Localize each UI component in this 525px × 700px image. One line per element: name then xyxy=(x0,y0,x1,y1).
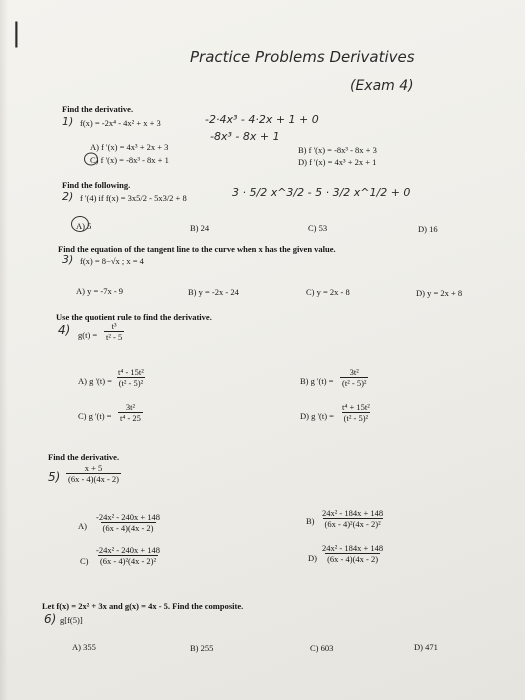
p1-function: f(x) = -2x⁴ - 4x² + x + 3 xyxy=(80,118,161,128)
p5-choice-d-fraction xyxy=(320,543,385,564)
p3-instruction: Find the equation of the tangent line to the curve when x has the given value. xyxy=(58,244,336,254)
p5-func-den: (6x - 4)(4x - 2) xyxy=(68,474,119,484)
p1-choice-d: D) f '(x) = 4x³ + 2x + 1 xyxy=(298,157,377,167)
p5-choice-c-fraction xyxy=(94,545,162,566)
p5-choice-d-label: D) xyxy=(308,553,317,563)
p3-function: f(x) = 8−√x ; x = 4 xyxy=(80,256,144,266)
p5-choice-a-fraction xyxy=(94,512,162,533)
p4-choice-a-fraction xyxy=(116,367,146,388)
p5-func-fraction xyxy=(66,463,121,484)
p2-work: 3 · 5/2 x^3/2 - 5 · 3/2 x^1/2 + 0 xyxy=(232,186,411,199)
p5-choice-a-num: -24x² - 240x + 148 xyxy=(96,512,161,522)
p6-number: 6) xyxy=(44,612,57,626)
p4-choice-a-label: A) g '(t) = xyxy=(78,376,112,386)
p5-choice-d-num: 24x² - 184x + 148 xyxy=(322,543,384,553)
p4-choice-d-label: D) g '(t) = xyxy=(300,411,334,421)
p4-choice-b-fraction xyxy=(340,367,368,388)
p5-choice-b-label: B) xyxy=(306,516,315,526)
p5-choice-c-label: C) xyxy=(80,556,89,566)
p5-choice-a-den: (6x - 4)(4x - 2) xyxy=(102,523,154,533)
p4-choice-c-fraction xyxy=(118,402,143,423)
p2-instruction: Find the following. xyxy=(62,180,131,190)
p2-number: 2) xyxy=(62,190,74,203)
p6-choice-c: C) 603 xyxy=(310,643,334,653)
p1-choice-c: C) f '(x) = -8x³ - 8x + 1 xyxy=(90,155,169,165)
p2-function: f '(4) if f(x) = 3x5/2 - 5x3/2 + 8 xyxy=(80,193,187,203)
p3-choice-b: B) y = -2x - 24 xyxy=(188,287,239,297)
p5-choice-d-den: (6x - 4)(4x - 2) xyxy=(327,554,379,564)
p3-choice-c: C) y = 2x - 8 xyxy=(306,287,350,297)
p1-number: 1) xyxy=(62,115,74,128)
p3-number: 3) xyxy=(62,253,74,266)
p4-choice-c-label: C) g '(t) = xyxy=(78,411,112,421)
p5-choice-b-fraction xyxy=(320,508,385,529)
p6-choice-b: B) 255 xyxy=(190,643,214,653)
page-heading: Practice Problems Derivatives xyxy=(190,48,415,66)
p6-instruction: Let f(x) = 2x² + 3x and g(x) = 4x - 5. Find the composite. xyxy=(42,601,244,611)
p5-choice-a-label: A) xyxy=(78,521,87,531)
p5-instruction: Find the derivative. xyxy=(48,452,120,462)
p4-choice-d-num: t⁴ + 15t² xyxy=(342,402,370,412)
p1-work-line1: -2·4x³ - 4·2x + 1 + 0 xyxy=(205,113,319,126)
p2-choice-c: C) 53 xyxy=(308,223,328,233)
p3-choice-d: D) y = 2x + 8 xyxy=(416,288,463,298)
p4-func-fraction xyxy=(104,321,124,342)
p4-choice-d-den: (t² - 5)² xyxy=(343,413,369,423)
p1-answer-circle xyxy=(83,151,99,167)
p4-func-lhs: g(t) = xyxy=(78,330,98,340)
p4-choice-c-den: t⁴ - 25 xyxy=(120,413,141,423)
p4-choice-c-num: 3t² xyxy=(125,402,136,412)
p1-instruction: Find the derivative. xyxy=(62,104,134,114)
p4-number: 4) xyxy=(58,323,71,337)
p1-choice-a: A) f '(x) = 4x³ + 2x + 3 xyxy=(90,142,169,152)
page-shadow xyxy=(0,0,8,700)
p5-func-num: x + 5 xyxy=(84,463,103,473)
p6-function: g[f(5)] xyxy=(60,615,83,625)
p2-choice-b: B) 24 xyxy=(190,223,210,233)
p1-choice-b: B) f '(x) = -8x³ - 8x + 3 xyxy=(298,145,377,155)
p4-choice-b-label: B) g '(t) = xyxy=(300,376,334,386)
p6-choice-d: D) 471 xyxy=(414,642,438,652)
page-subheading: (Exam 4) xyxy=(350,78,414,94)
p4-choice-a-den: (t² - 5)² xyxy=(118,378,144,388)
p2-choice-d: D) 16 xyxy=(418,224,438,234)
p5-choice-c-num: -24x² - 240x + 148 xyxy=(96,545,161,555)
p2-choice-a: A) 5 xyxy=(76,221,92,231)
p4-func-num: t³ xyxy=(111,321,117,331)
p4-func-den: t² - 5 xyxy=(106,332,123,342)
p4-choice-d-fraction xyxy=(340,402,372,423)
p5-choice-b-den: (6x - 4)²(4x - 2)² xyxy=(324,519,381,529)
p2-answer-circle xyxy=(70,215,90,233)
p1-work-line2: -8x³ - 8x + 1 xyxy=(210,130,280,143)
p3-choice-a: A) y = -7x - 9 xyxy=(76,286,124,296)
p5-number: 5) xyxy=(48,470,61,484)
p4-choice-b-num: 3t² xyxy=(349,367,359,377)
margin-mark: | xyxy=(12,18,21,48)
p4-choice-a-num: t⁴ - 15t² xyxy=(118,367,144,377)
p5-choice-c-den: (6x - 4)²(4x - 2)² xyxy=(99,556,157,566)
p5-choice-b-num: 24x² - 184x + 148 xyxy=(322,508,384,518)
p6-choice-a: A) 355 xyxy=(72,642,96,652)
p4-choice-b-den: (t² - 5)² xyxy=(342,378,367,388)
p4-instruction: Use the quotient rule to find the derivative. xyxy=(56,312,212,322)
